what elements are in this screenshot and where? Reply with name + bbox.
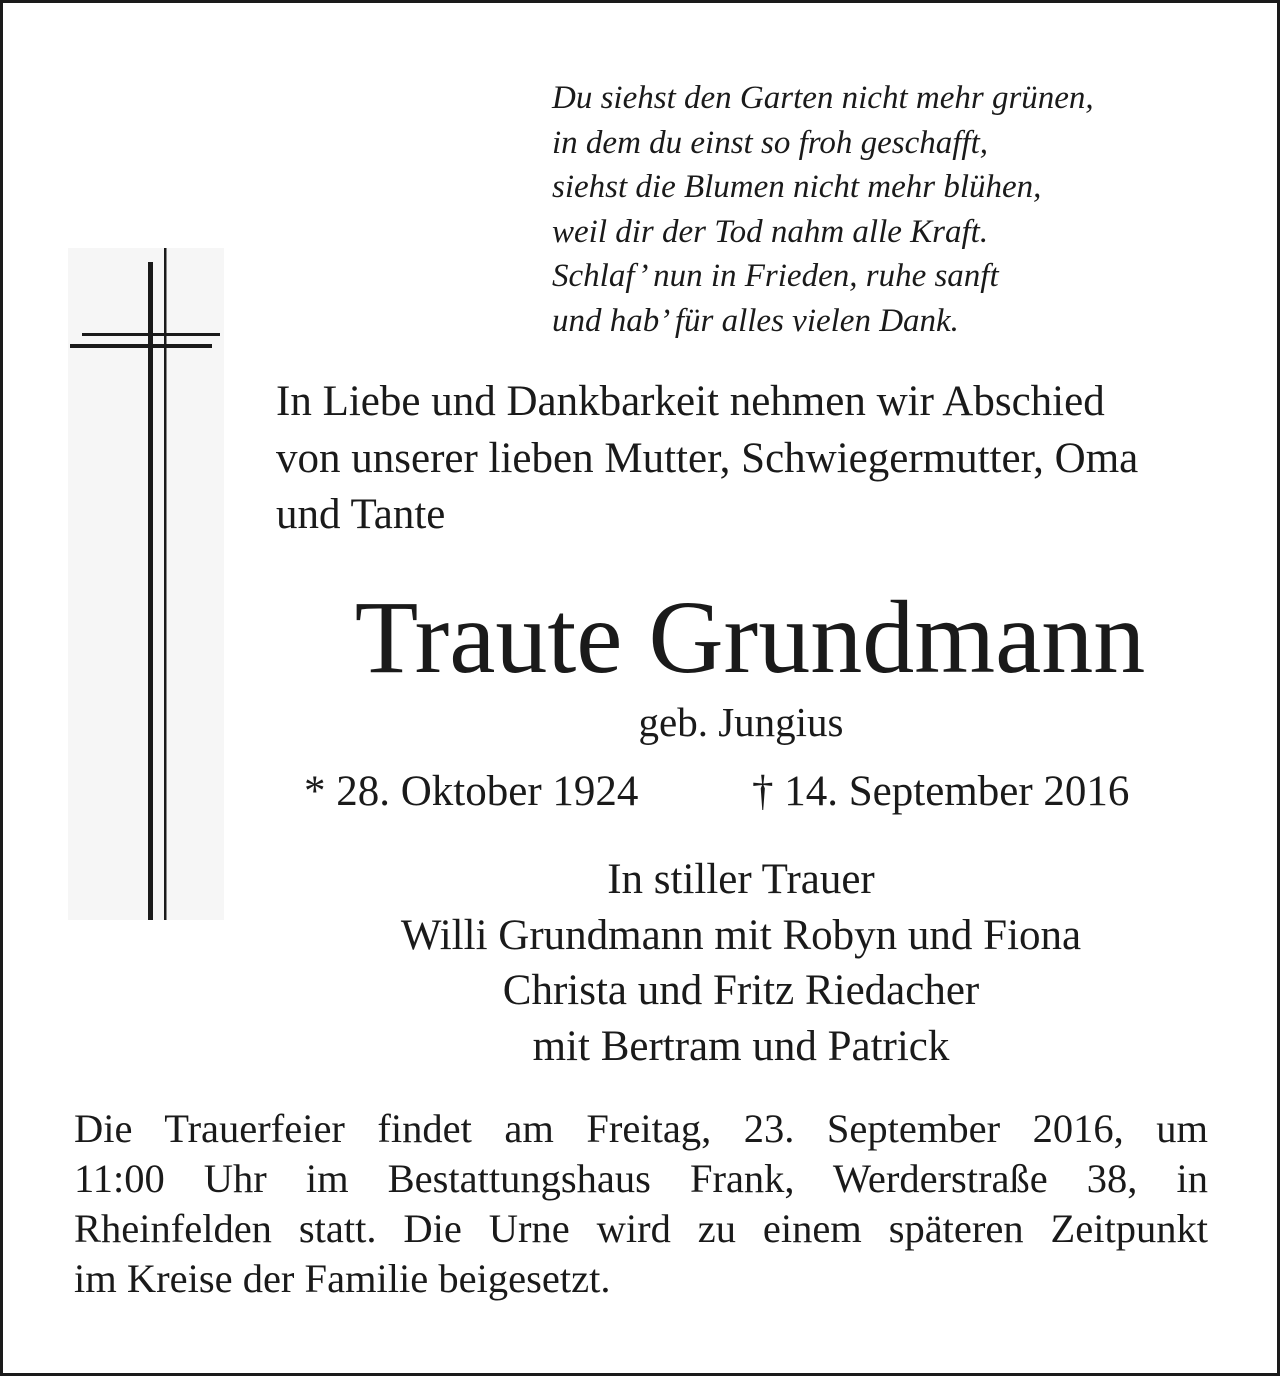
death-date: † 14. September 2016 (752, 768, 1130, 815)
service-line: im Kreise der Familie beigesetzt. (74, 1256, 611, 1301)
service-line: Rheinfelden statt. Die Urne wird zu einem späteren Zeitpunkt (74, 1206, 1208, 1251)
maiden-name: geb. Jungius (638, 699, 844, 745)
poem-verse (552, 76, 1252, 343)
cross-icon (68, 248, 224, 920)
service-line: 11:00 Uhr im Bestattungshaus Frank, Werderstraße 38, in (74, 1156, 1208, 1201)
intro-line: In Liebe und Dankbarkeit nehmen wir Abschied (276, 378, 1105, 425)
poem-line: in dem du einst so froh geschafft, (552, 124, 988, 161)
poem-line: und hab’ für alles vielen Dank. (552, 302, 959, 339)
farewell-intro (276, 374, 1266, 544)
service-line: Die Trauerfeier findet am Freitag, 23. September 2016, um (74, 1106, 1208, 1151)
poem-line: siehst die Blumen nicht mehr blühen, (552, 169, 1042, 205)
mourners-list (291, 852, 1191, 1074)
service-notice (74, 1104, 1208, 1304)
mourners-line: mit Bertram und Patrick (532, 1022, 950, 1070)
poem-line: Du siehst den Garten nicht mehr grünen, (552, 80, 1094, 116)
birth-date: * 28. Oktober 1924 (304, 768, 639, 815)
intro-line: von unserer lieben Mutter, Schwiegermutter, Oma (276, 434, 1139, 482)
mourners-line: Christa und Fritz Riedacher (502, 967, 980, 1014)
intro-line: und Tante (276, 491, 446, 538)
deceased-name: Traute Grundmann (354, 580, 1146, 695)
mourners-line: In stiller Trauer (607, 856, 875, 903)
poem-line: weil dir der Tod nahm alle Kraft. (552, 213, 989, 250)
mourners-line: Willi Grundmann mit Robyn und Fiona (400, 911, 1082, 959)
poem-line: Schlaf’ nun in Frieden, ruhe sanft (552, 258, 999, 294)
